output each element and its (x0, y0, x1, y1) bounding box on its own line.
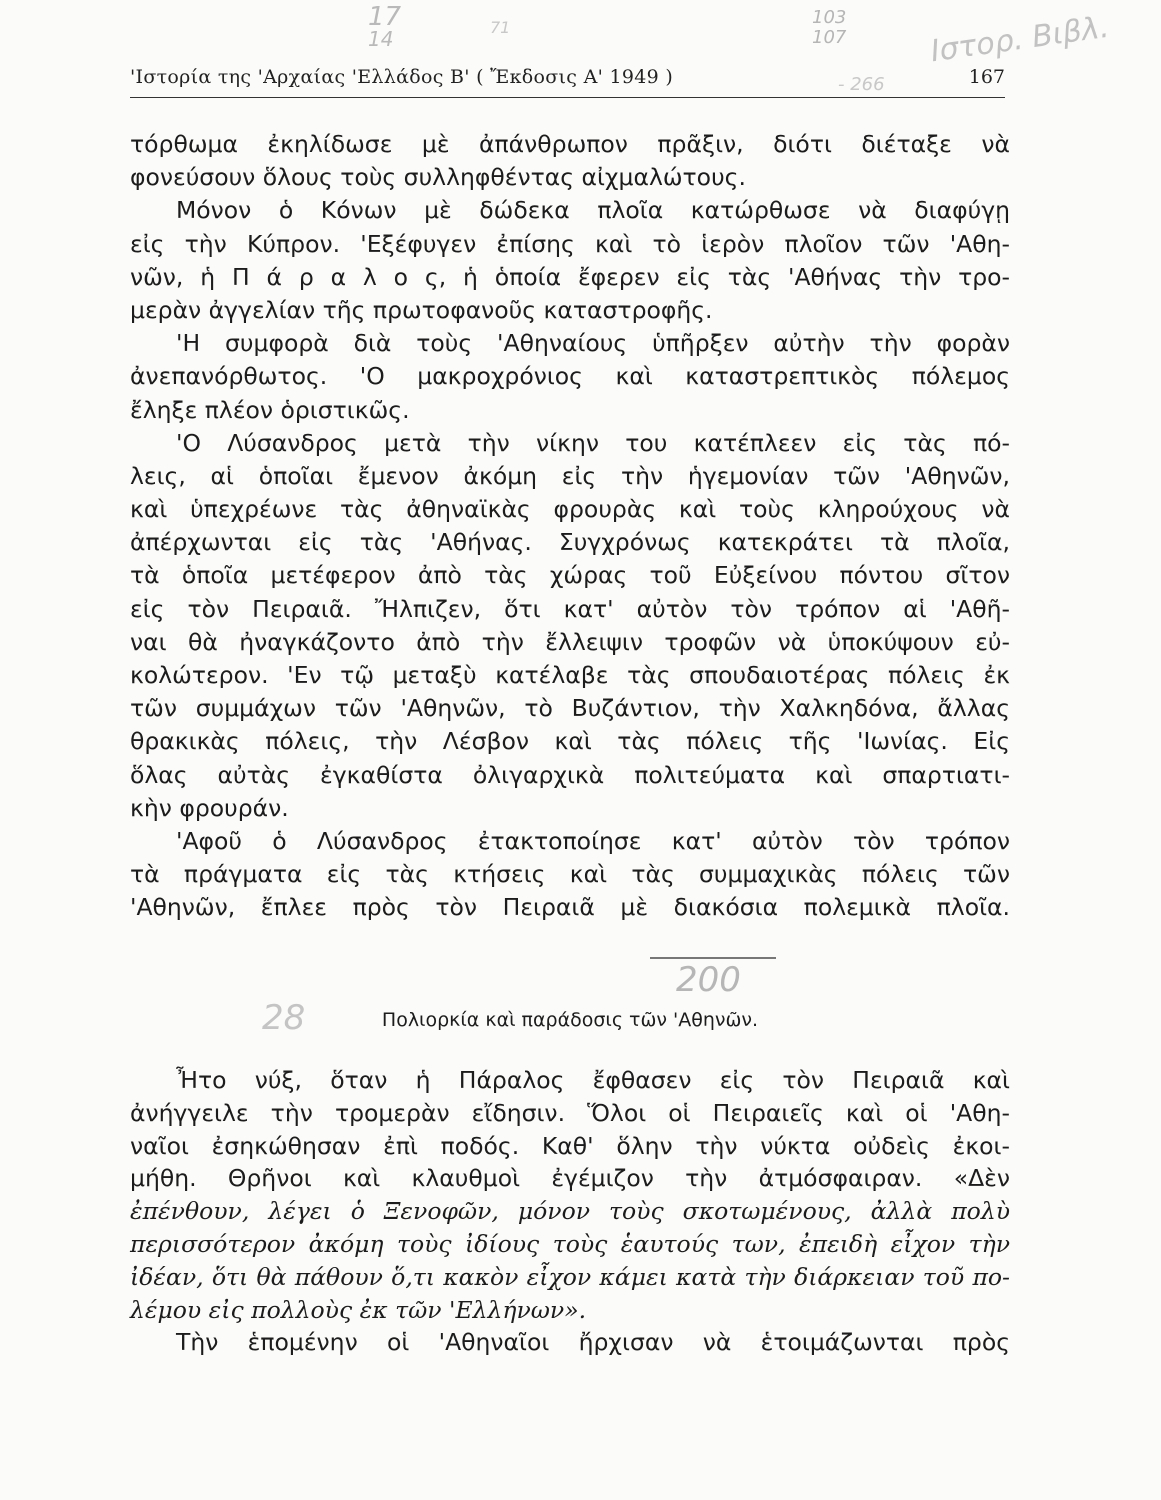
quote-line: ἰδέαν, ὅτι θὰ πάθουν ὅ,τι κακὸν εἶχον κάμει κατὰ τὴν διάρκειαν τοῦ πο- (130, 1262, 1010, 1291)
header-divider (130, 97, 1005, 98)
text-line: Τὴν ἑπομένην οἱ 'Αθηναῖοι ἤρχισαν νὰ ἑτοιμάζωνται πρὸς (176, 1328, 1010, 1357)
text-line: καὶ ὑπεχρέωνε τὰς ἀθηναϊκὰς φρουρὰς καὶ τοὺς κληρούχους νὰ (130, 495, 1010, 524)
pencil-annotation: 71 (490, 18, 511, 37)
header-title: 'Ιστορία της 'Αρχαίας 'Ελλάδος Β' ( Ἔκδοσις Α' 1949 ) (130, 66, 674, 88)
section-heading: Πολιορκία καὶ παράδοσις τῶν 'Αθηνῶν. (381, 1009, 759, 1031)
text-line: 'Η συμφορὰ διὰ τοὺς 'Αθηναίους ὑπῆρξεν αὐτὴν τὴν φορὰν (176, 329, 1010, 358)
pencil-correction: 200 (676, 960, 741, 1000)
text-line: ναι θὰ ἠναγκάζοντο ἀπὸ τὴν ἔλλειψιν τροφῶν νὰ ὑποκύψουν εὐ- (130, 627, 1010, 656)
text-line: μήθη. Θρῆνοι καὶ κλαυθμοὶ ἐγέμιζον τὴν ἀτμόσφαιραν. «Δὲν (130, 1164, 1010, 1193)
margin-annotation: 28 (262, 998, 306, 1038)
text-line: Μόνον ὁ Κόνων μὲ δώδεκα πλοῖα κατώρθωσε νὰ διαφύγῃ (176, 196, 1010, 225)
text-line: εἰς τὴν Κύπρον. 'Εξέφυγεν ἐπίσης καὶ τὸ ἱερὸν πλοῖον τῶν 'Αθη- (130, 229, 1010, 258)
text-line: 'Αφοῦ ὁ Λύσανδρος ἐτακτοποίησε κατ' αὐτὸν τὸν τρόπον (176, 826, 1010, 855)
text-line: θρακικὰς πόλεις, τὴν Λέσβον καὶ τὰς πόλεις τῆς 'Ιωνίας. Εἰς (130, 727, 1010, 756)
body-text-top (130, 128, 1010, 925)
text-line: κολώτερον. 'Εν τῷ μεταξὺ κατέλαβε τὰς σπουδαιοτέρας πόλεις ἐκ (130, 661, 1010, 689)
quote-line: λέμου εἰς πολλοὺς ἐκ τῶν 'Ελλήνων». (130, 1295, 587, 1324)
pencil-number: 14 (368, 27, 394, 51)
text-line: κὴν φρουράν. (130, 793, 289, 822)
text-line: φονεύσουν ὅλους τοὺς συλληφθέντας αἰχμαλώτους. (130, 163, 746, 192)
pencil-annotation (812, 8, 846, 48)
text-line: τόρθωμα ἐκηλίδωσε μὲ ἀπάνθρωπον πρᾶξιν, διότι διέταξε νὰ (130, 130, 1010, 158)
text-line: ὅλας αὐτὰς ἐγκαθίστα ὀλιγαρχικὰ πολιτεύματα καὶ σπαρτιατι- (130, 760, 1010, 789)
page-number: 167 (968, 66, 1005, 88)
text-line: εἰς τὸν Πειραιᾶ. Ἤλπιζεν, ὅτι κατ' αὐτὸν τὸν τρόπον αἱ 'Αθῆ- (130, 594, 1010, 623)
text-line: ἔληξε πλέον ὁριστικῶς. (130, 395, 410, 424)
text-line: μερὰν ἀγγελίαν τῆς πρωτοφανοῦς καταστροφῆς. (130, 295, 713, 324)
pencil-number: 103 (812, 7, 847, 28)
pencil-number: 107 (812, 27, 847, 48)
text-line: Ἦτο νύξ, ὅταν ἡ Πάραλος ἔφθασεν εἰς τὸν Πειραιᾶ καὶ (176, 1066, 1010, 1094)
pencil-annotation: - 266 (838, 74, 885, 95)
text-line: 'Ο Λύσανδρος μετὰ τὴν νίκην του κατέπλεεν εἰς τὰς πό- (176, 428, 1010, 457)
pencil-annotation (368, 2, 402, 51)
text-line: τὰ ὁποῖα μετέφερον ἀπὸ τὰς χώρας τοῦ Εὐξείνου πόντου σῖτον (130, 561, 1010, 590)
pencil-number: 17 (368, 2, 402, 32)
quote-line: ἐπένθουν, λέγει ὁ Ξενοφῶν, μόνον τοὺς σκοτωμένους, ἀλλὰ πολὺ (130, 1197, 1010, 1226)
text-line: νῶν, ἡ Π ά ρ α λ ο ς, ἡ ὁποία ἔφερεν εἰς τὰς 'Αθήνας τὴν τρο- (130, 262, 1010, 291)
pencil-annotation: Ιστορ. Βιβλ. (928, 9, 1112, 70)
text-line: 'Αθηνῶν, ἔπλεε πρὸς τὸν Πειραιᾶ μὲ διακόσια πολεμικὰ πλοῖα. (130, 893, 1010, 922)
text-line: τὰ πράγματα εἰς τὰς κτήσεις καὶ τὰς συμμαχικὰς πόλεις τῶν (130, 860, 1010, 889)
quote-line: περισσότερον ἀκόμη τοὺς ἰδίους τοὺς ἑαυτούς των, ἐπειδὴ εἶχον τὴν (130, 1229, 1010, 1258)
running-header (130, 66, 1005, 100)
text-line: τῶν συμμάχων τῶν 'Αθηνῶν, τὸ Βυζάντιον, τὴν Χαλκηδόνα, ἄλλας (130, 694, 1010, 723)
text-line: λεις, αἱ ὁποῖαι ἔμενον ἀκόμη εἰς τὴν ἡγεμονίαν τῶν 'Αθηνῶν, (130, 461, 1010, 490)
text-line: ἀνεπανόρθωτος. 'Ο μακροχρόνιος καὶ καταστρεπτικὸς πόλεμος (130, 362, 1010, 391)
pencil-strikethrough (650, 957, 776, 959)
text-line: ἀπέρχωνται εἰς τὰς 'Αθήνας. Συγχρόνως κατεκράτει τὰ πλοῖα, (130, 528, 1010, 557)
body-text-bottom (130, 1064, 1010, 1359)
text-line: ναῖοι ἐσηκώθησαν ἐπὶ ποδός. Καθ' ὅλην τὴν νύκτα οὐδεὶς ἐκοι- (130, 1131, 1010, 1160)
text-line: ἀνήγγειλε τὴν τρομερὰν εἴδησιν. Ὅλοι οἱ Πειραιεῖς καὶ οἱ 'Αθη- (130, 1098, 1010, 1127)
